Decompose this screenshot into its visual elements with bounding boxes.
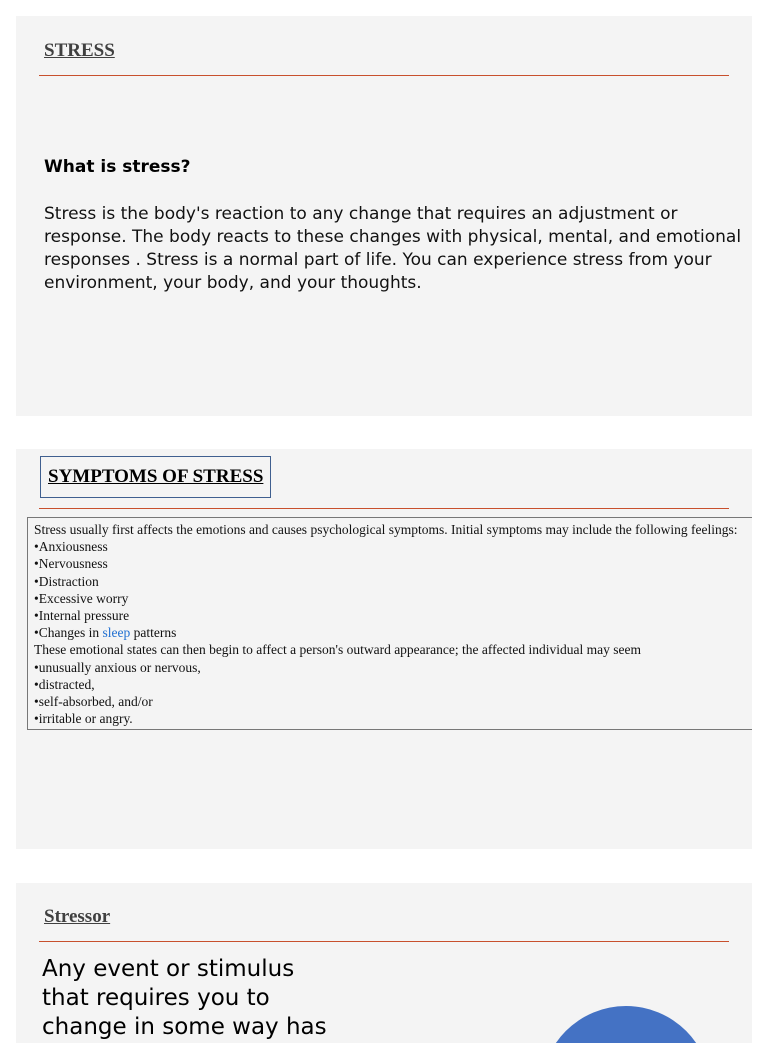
list-item: •Internal pressure [34,608,130,624]
slide-symptoms [16,449,752,849]
list-item-sleep [34,624,752,641]
sleep-prefix: •Changes in [34,625,103,641]
title-divider [39,508,729,509]
slide-stress [16,16,752,416]
outward-text: These emotional states can then begin to affect a person's outward appearance; the affected individual may seem [34,642,641,658]
slide-title: SYMPTOMS OF STRESS [48,466,264,487]
list-item: •distracted, [34,676,95,692]
list-item: •unusually anxious or nervous, [34,659,201,675]
intro-text: Stress usually first affects the emotions and causes psychological symptoms. Initial symptoms may include the following feelings: [34,522,738,537]
symptoms-text-box [27,517,752,730]
sleep-link[interactable]: sleep [102,625,131,641]
slide-title: STRESS [44,40,115,61]
list-item: •Anxiousness [34,539,108,555]
title-box [40,456,271,498]
list-item: •irritable or angry. [34,711,133,727]
title-divider [39,941,729,942]
slide-title: Stressor [44,906,111,927]
list-item: •Distraction [34,573,99,589]
definition-paragraph: Stress is the body's reaction to any change that requires an adjustment or response. The body reacts to these changes with physical, mental, and emotional responses . Stress is a normal part of life. You can experience stress from your environment, your body, and your thoughts. [44,204,742,293]
question-heading: What is stress? [44,157,191,177]
title-divider [39,75,729,76]
sleep-suffix: patterns [130,625,177,641]
stressor-definition: Any event or stimulus that requires you to change in some way has [42,956,327,1040]
list-item: •Excessive worry [34,590,129,606]
circle-shape [541,1006,711,1043]
slide-stressor [16,883,752,1043]
list-item: •Nervousness [34,556,108,572]
list-item: •self-absorbed, and/or [34,694,153,710]
